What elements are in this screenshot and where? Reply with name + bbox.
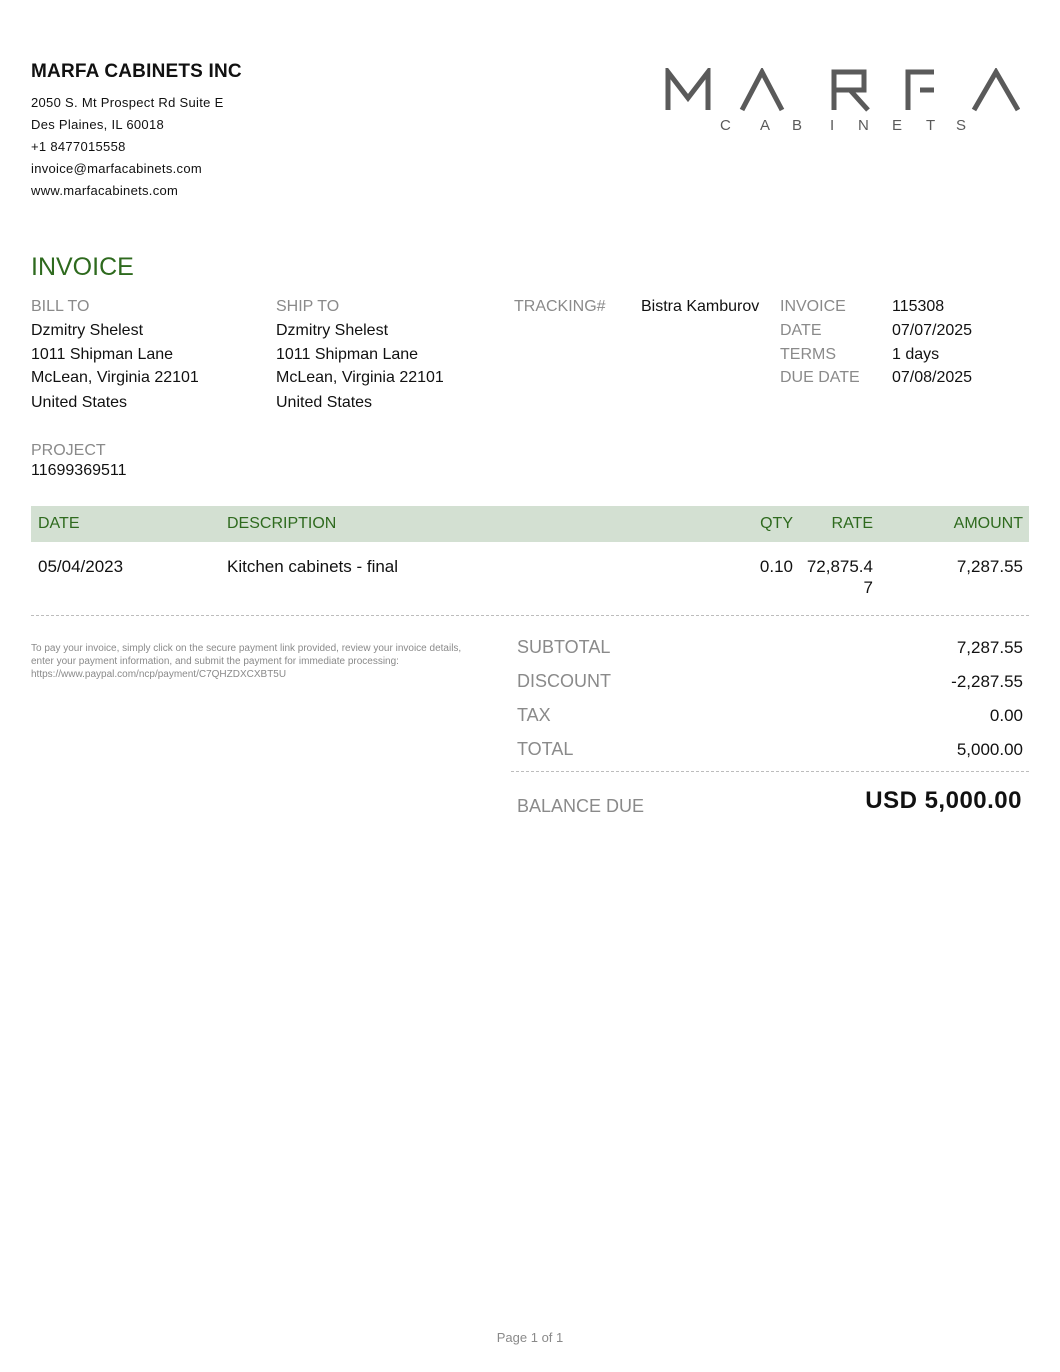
company-phone: +1 8477015558 xyxy=(31,139,126,154)
invoice-number-value: 115308 xyxy=(892,298,945,315)
discount-value: -2,287.55 xyxy=(951,672,1023,691)
ship-to-country: United States xyxy=(276,394,373,411)
tracking-label: TRACKING# xyxy=(514,298,606,315)
row-description: Kitchen cabinets - final xyxy=(227,557,399,576)
bill-to-label: BILL TO xyxy=(31,298,90,315)
ship-to-city: McLean, Virginia 22101 xyxy=(276,369,444,386)
row-qty: 0.10 xyxy=(759,557,793,576)
invoice-title: INVOICE xyxy=(31,253,134,281)
row-amount: 7,287.55 xyxy=(956,557,1023,576)
svg-text:C: C xyxy=(720,117,731,134)
bill-to-name: Dzmitry Shelest xyxy=(31,322,144,339)
project-value: 11699369511 xyxy=(31,462,127,479)
invoice-date-label: DATE xyxy=(780,322,822,339)
svg-text:N: N xyxy=(858,117,869,134)
bill-to-city: McLean, Virginia 22101 xyxy=(31,369,199,386)
svg-text:E: E xyxy=(892,117,903,134)
company-name: MARFA CABINETS INC xyxy=(31,61,242,82)
due-date-value: 07/08/2025 xyxy=(892,369,973,386)
project-label: PROJECT xyxy=(31,442,106,459)
balance-due-value: USD 5,000.00 xyxy=(865,787,1022,814)
subtotal-value: 7,287.55 xyxy=(956,638,1023,657)
tracking-value: Bistra Kamburov xyxy=(641,298,760,315)
total-label: TOTAL xyxy=(517,739,574,759)
ship-to-name: Dzmitry Shelest xyxy=(276,322,389,339)
svg-text:B: B xyxy=(792,117,803,134)
column-header-date: DATE xyxy=(38,515,80,532)
invoice-number-label: INVOICE xyxy=(780,298,846,315)
tax-label: TAX xyxy=(517,705,551,725)
items-table-header xyxy=(31,506,1029,542)
company-website: www.marfacabinets.com xyxy=(31,183,179,198)
subtotal-label: SUBTOTAL xyxy=(517,637,611,657)
column-header-rate: RATE xyxy=(831,515,873,532)
payment-instructions: To pay your invoice, simply click on the secure payment link provided, review your invoice details, enter your payment information, and submit the payment for immediate processing: https://www.paypal.com/ncp/payment/C7QHZDXCXBT5U xyxy=(31,643,462,680)
column-header-description: DESCRIPTION xyxy=(227,515,337,532)
balance-due-label: BALANCE DUE xyxy=(517,796,645,816)
tax-value: 0.00 xyxy=(989,706,1023,725)
svg-text:A: A xyxy=(760,117,771,134)
row-rate-line2: 7 xyxy=(863,578,873,597)
svg-text:T: T xyxy=(926,117,936,134)
due-date-label: DUE DATE xyxy=(780,369,860,386)
marfa-cabinets-logo xyxy=(664,68,1020,134)
terms-label: TERMS xyxy=(780,346,836,363)
ship-to-street: 1011 Shipman Lane xyxy=(276,346,419,363)
svg-text:I: I xyxy=(830,117,835,134)
total-value: 5,000.00 xyxy=(956,740,1023,759)
company-address-line1: 2050 S. Mt Prospect Rd Suite E xyxy=(31,95,224,110)
invoice-date-value: 07/07/2025 xyxy=(892,322,973,339)
page-number: Page 1 of 1 xyxy=(496,1330,564,1345)
table-divider xyxy=(31,615,1029,616)
column-header-amount: AMOUNT xyxy=(953,515,1023,532)
company-email: invoice@marfacabinets.com xyxy=(31,161,202,176)
discount-label: DISCOUNT xyxy=(517,671,611,691)
column-header-qty: QTY xyxy=(760,515,793,532)
bill-to-street: 1011 Shipman Lane xyxy=(31,346,174,363)
svg-text:S: S xyxy=(956,117,967,134)
terms-value: 1 days xyxy=(892,346,940,363)
summary-divider xyxy=(511,771,1029,772)
table-row xyxy=(31,542,1029,602)
bill-to-country: United States xyxy=(31,394,128,411)
row-date: 05/04/2023 xyxy=(38,557,124,576)
row-rate-line1: 72,875.4 xyxy=(806,557,873,576)
ship-to-label: SHIP TO xyxy=(276,298,340,315)
company-address-line2: Des Plaines, IL 60018 xyxy=(31,117,165,132)
